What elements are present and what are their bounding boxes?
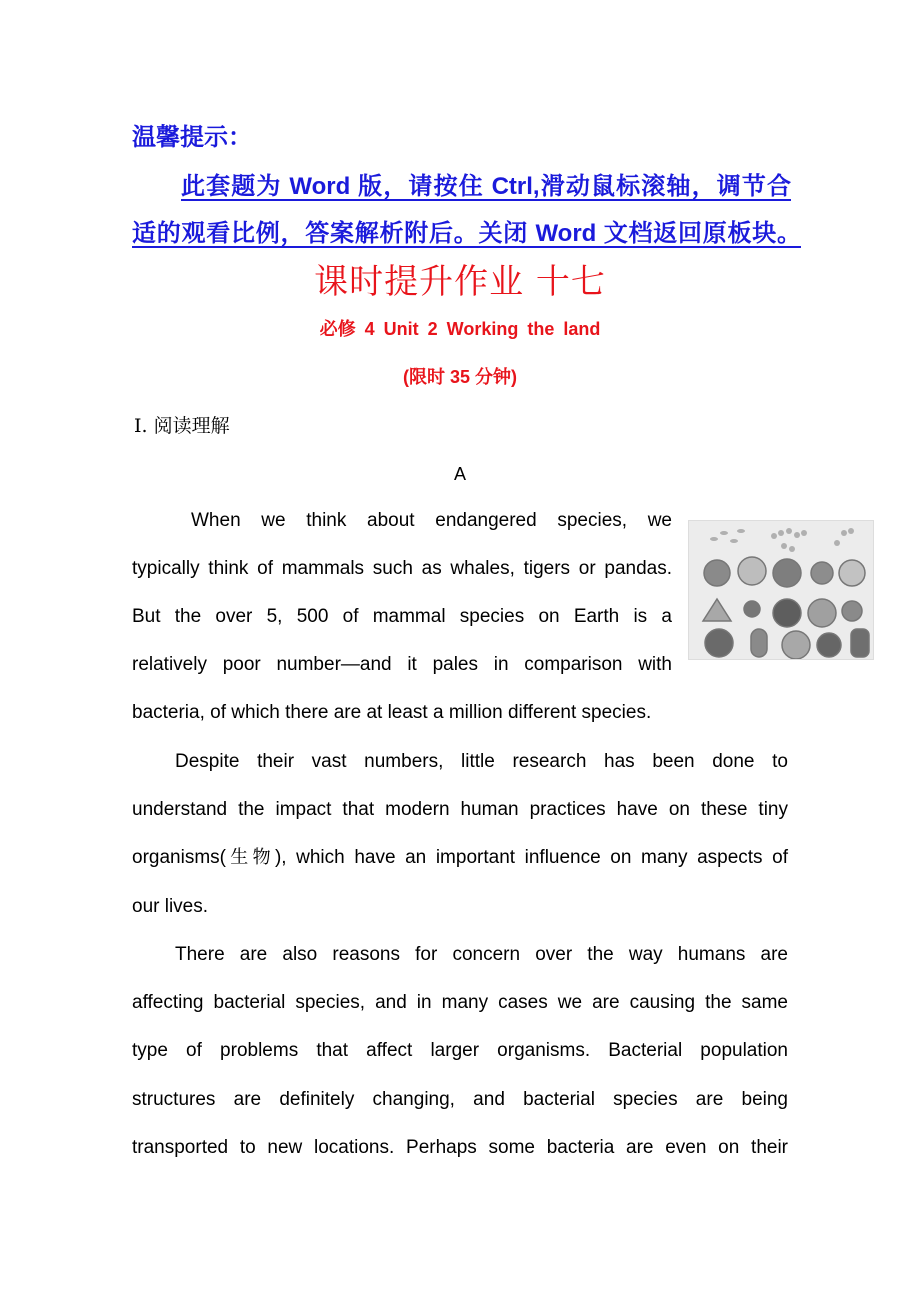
unit-subtitle: 必修 4 Unit 2 Working the land bbox=[319, 319, 601, 339]
paragraph-3-line-1: There are also reasons for concern over the way humans are bbox=[175, 944, 788, 965]
passage-label: A bbox=[453, 464, 466, 484]
notice-link-line-2[interactable]: 适的观看比例，答案解析附后。关闭 Word 文档返回原板块。 bbox=[132, 220, 801, 247]
paragraph-1-line-1: When we think about endangered species, we bbox=[191, 510, 672, 531]
organisms-rest: ), which have an important influence on many aspects of bbox=[274, 847, 788, 868]
paragraph-1-line-4: relatively poor number—and it pales in comparison with bbox=[132, 654, 672, 675]
paragraph-2-line-3 bbox=[132, 845, 788, 871]
paragraph-2-line-1: Despite their vast numbers, little research has been done to bbox=[175, 751, 788, 772]
paragraph-1-line-5: bacteria, of which there are at least a million different species. bbox=[132, 702, 652, 723]
paragraph-2-line-4: our lives. bbox=[132, 896, 209, 917]
bacteria-illustration-icon bbox=[688, 520, 874, 660]
organisms-text: organisms( bbox=[132, 847, 226, 868]
notice-link-line-1[interactable]: 此套题为 Word 版，请按住 Ctrl,滑动鼠标滚轴，调节合 bbox=[181, 173, 791, 200]
page-title: 课时提升作业 十七 bbox=[314, 262, 606, 302]
section-heading: Ⅰ. 阅读理解 bbox=[134, 415, 230, 437]
paragraph-2-line-2: understand the impact that modern human practices have on these tiny bbox=[132, 799, 788, 820]
paragraph-1-line-2: typically think of mammals such as whales, tigers or pandas. bbox=[132, 558, 672, 579]
paragraph-3-line-5: transported to new locations. Perhaps some bacteria are even on their bbox=[132, 1137, 788, 1158]
paragraph-1-line-3: But the over 5, 500 of mammal species on Earth is a bbox=[132, 606, 672, 627]
notice-title: 温馨提示： bbox=[132, 124, 252, 151]
paragraph-3-line-4: structures are definitely changing, and bacterial species are being bbox=[132, 1089, 788, 1110]
organisms-gloss: 生物 bbox=[225, 847, 275, 868]
time-limit: (限时 35 分钟) bbox=[402, 367, 517, 387]
paragraph-3-line-2: affecting bacterial species, and in many cases we are causing the same bbox=[132, 992, 788, 1013]
paragraph-3-line-3: type of problems that affect larger organisms. Bacterial population bbox=[132, 1040, 788, 1061]
